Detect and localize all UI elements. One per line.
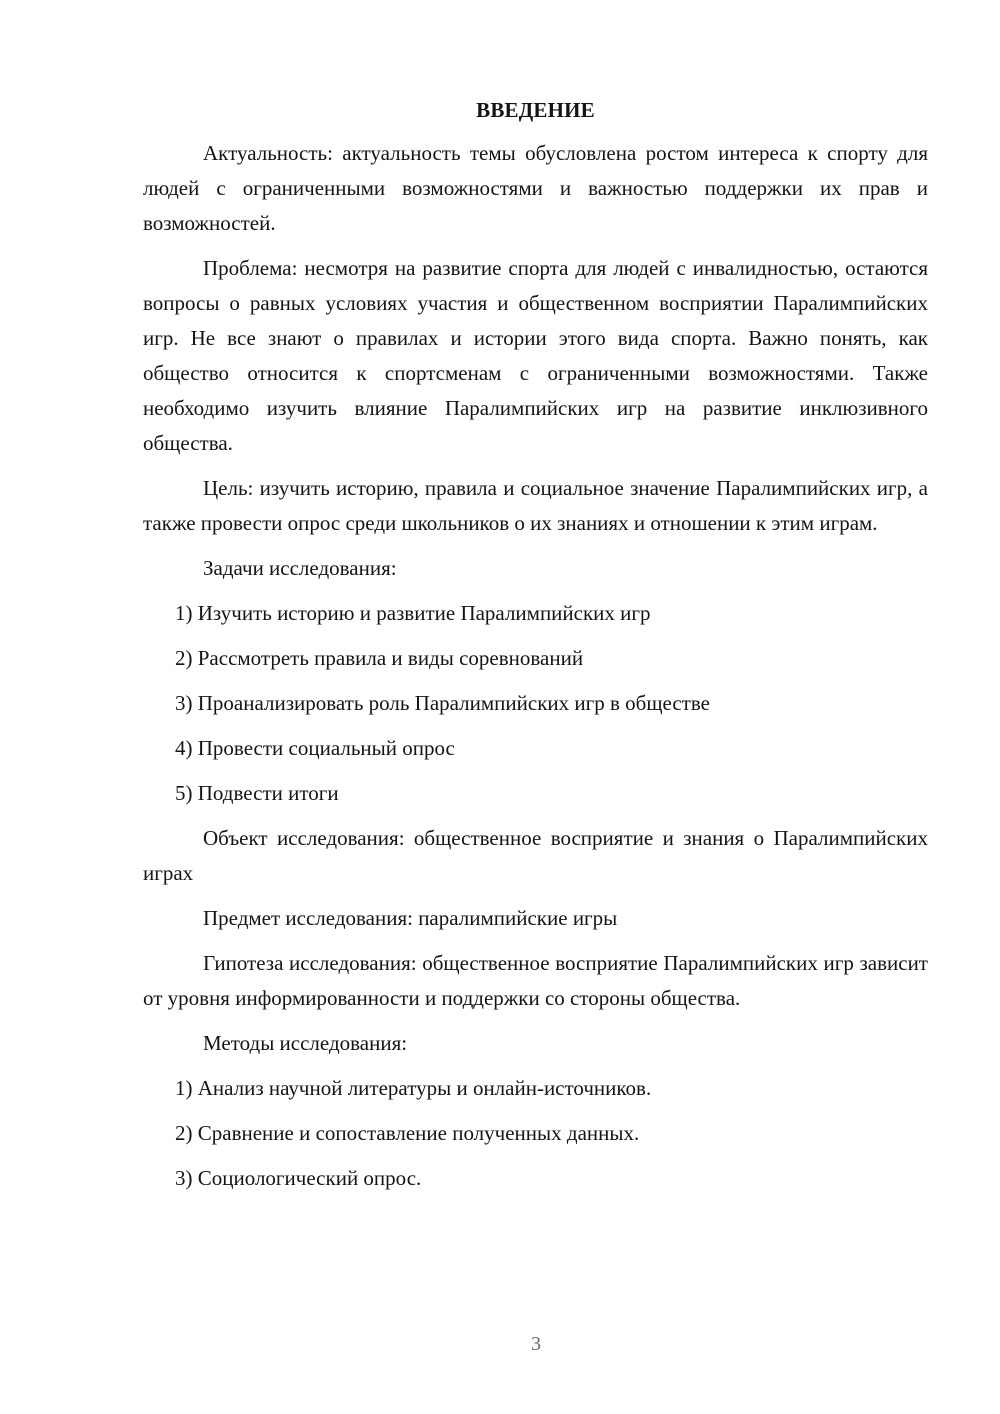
task-item: 1) Изучить историю и развитие Паралимпийских игр — [175, 601, 651, 625]
section-title: ВВЕДЕНИЕ — [476, 98, 595, 122]
task-item: 2) Рассмотреть правила и виды соревнований — [175, 646, 584, 670]
task-item: 4) Провести социальный опрос — [175, 736, 455, 760]
tasks-list — [143, 596, 928, 811]
relevance-paragraph: Актуальность: актуальность темы обусловлена ростом интереса к спорту для людей с ограниченными возможностями и важностью поддержки их прав и возможностей. — [143, 141, 928, 235]
object-paragraph: Объект исследования: общественное восприятие и знания о Паралимпийских играх — [143, 826, 928, 885]
subject-paragraph: Предмет исследования: паралимпийские игры — [203, 906, 618, 930]
problem-paragraph: Проблема: несмотря на развитие спорта для людей с инвалидностью, остаются вопросы о равных условиях участия и общественном восприятии Паралимпийских игр. Не все знают о правилах и истории этого вида спорта. Важно понять, как общество относится к спортсменам с ограниченными возможностями. Также необходимо изучить влияние Паралимпийских игр на развитие инклюзивного общества. — [143, 256, 928, 455]
methods-list — [143, 1071, 928, 1196]
document-page — [143, 96, 928, 1206]
hypothesis-paragraph: Гипотеза исследования: общественное восприятие Паралимпийских игр зависит от уровня информированности и поддержки со стороны общества. — [143, 951, 928, 1010]
methods-heading: Методы исследования: — [203, 1031, 408, 1055]
method-item: 1) Анализ научной литературы и онлайн-источников. — [175, 1076, 652, 1100]
goal-paragraph: Цель: изучить историю, правила и социальное значение Паралимпийских игр, а также провести опрос среди школьников о их знаниях и отношении к этим играм. — [143, 476, 928, 535]
task-item: 3) Проанализировать роль Паралимпийских игр в обществе — [175, 691, 710, 715]
task-item: 5) Подвести итоги — [175, 781, 339, 805]
page-number: 3 — [531, 1333, 541, 1355]
method-item: 3) Социологический опрос. — [175, 1166, 422, 1190]
tasks-heading: Задачи исследования: — [203, 556, 397, 580]
method-item: 2) Сравнение и сопоставление полученных данных. — [175, 1121, 640, 1145]
